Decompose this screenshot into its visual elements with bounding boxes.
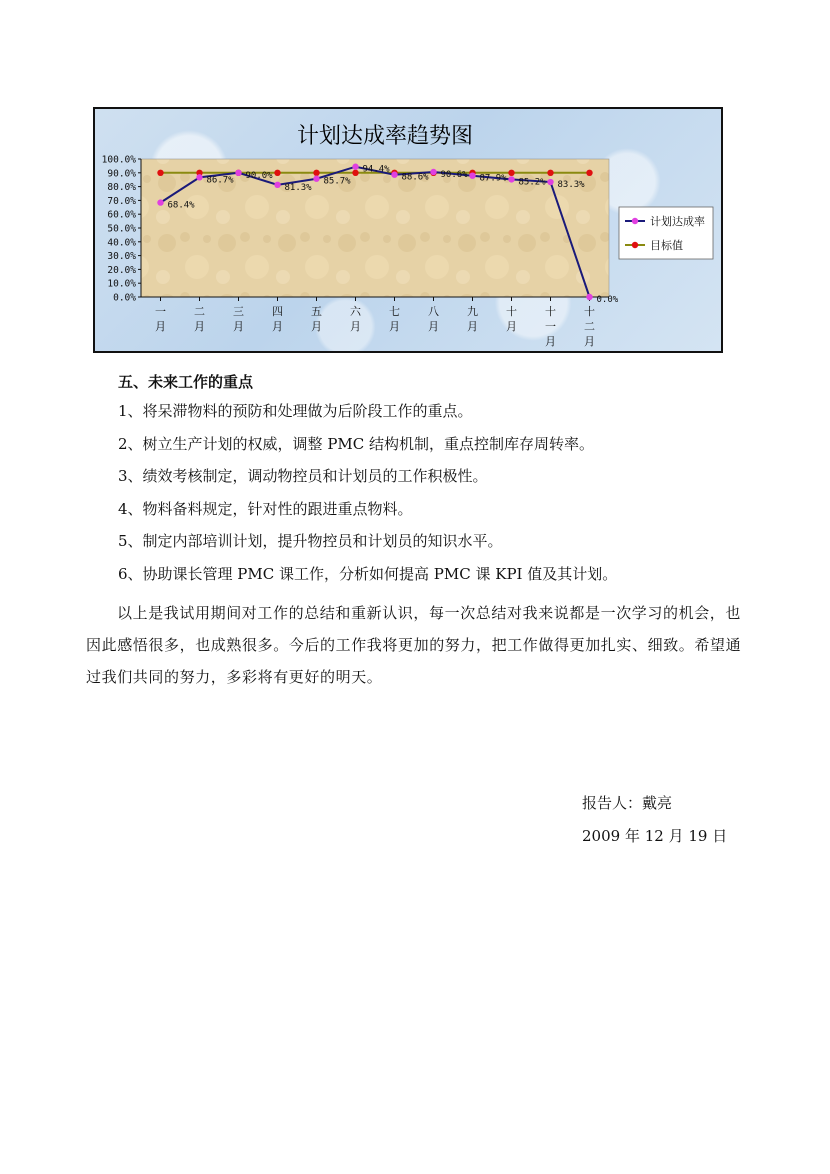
data-label: 0.0% [596,295,619,305]
data-label: 90.0% [245,170,273,181]
x-tick-char: 十 [545,305,556,318]
x-tick-char: 月 [584,335,595,348]
x-tick-char: 月 [389,320,400,333]
x-axis-ticks [155,297,595,348]
data-label: 68.4% [167,200,195,211]
y-tick-label: 90.0% [107,168,136,180]
actual-point [235,170,241,176]
x-tick-char: 一 [155,305,166,318]
y-tick-label: 70.0% [107,195,136,207]
x-tick-label [311,305,322,333]
y-tick-label: 60.0% [107,209,136,221]
y-tick-label: 40.0% [107,237,136,249]
closing-paragraph: 以上是我试用期间对工作的总结和重新认识，每一次总结对我来说都是一次学习的机会，也因此感悟很多，也成熟很多。今后的工作我将更加的努力，把工作做得更加扎实、细致。希望通过我们共同的努力，多彩将有更好的明天。 [86,604,742,686]
data-label: 90.6% [440,169,468,180]
actual-point [313,176,319,182]
trend-chart [95,109,721,351]
list-item: 2、树立生产计划的权威，调整 PMC 结构机制，重点控制库存周转率。 [118,434,595,453]
actual-point [391,172,397,178]
actual-point [196,174,202,180]
x-tick-char: 月 [194,320,205,333]
legend [619,207,713,259]
x-tick-label [506,304,517,333]
actual-point [274,182,280,188]
x-tick-char: 七 [389,305,400,318]
data-label: 87.9% [479,173,507,184]
x-tick-char: 六 [350,305,361,318]
x-tick-char: 八 [428,305,439,318]
target-point [313,170,319,176]
x-tick-char: 月 [428,320,439,333]
x-tick-char: 月 [545,335,556,348]
x-tick-char: 二 [194,305,205,318]
target-point [157,170,163,176]
actual-point [157,199,163,205]
x-tick-char: 十 [506,305,517,318]
data-label: 94.4% [362,164,390,175]
list-item: 4、物料备料规定，针对性的跟进重点物料。 [118,499,413,518]
x-tick-char: 月 [350,320,361,333]
data-label: 85.7% [323,176,351,187]
data-label: 85.2% [518,177,546,188]
x-tick-char: 月 [467,320,478,333]
x-tick-label [272,305,283,333]
target-point [508,170,514,176]
y-tick-label: 0.0% [113,292,136,304]
focus-list [118,400,617,596]
data-label: 86.7% [206,175,234,186]
x-tick-char: 一 [545,320,556,333]
x-tick-label [428,305,439,333]
y-tick-label: 80.0% [107,182,136,194]
legend-marker-target [632,242,638,248]
actual-point [547,179,553,185]
legend-marker-actual [632,218,638,224]
x-tick-label [467,304,478,333]
actual-point [508,176,514,182]
list-item: 1、将呆滞物料的预防和处理做为后阶段工作的重点。 [118,402,473,420]
target-point [586,170,592,176]
x-tick-char: 月 [272,320,283,333]
reporter-line: 报告人：戴亮 [582,794,673,812]
x-tick-char: 十 [584,305,595,318]
actual-point [586,294,592,300]
x-tick-label [584,304,595,348]
legend-label-target: 目标值 [650,239,683,252]
list-item: 5、制定内部培训计划，提升物控员和计划员的知识水平。 [118,532,503,551]
report-date: 2009 年 12 月 19 日 [582,827,728,845]
chart-container [93,107,723,353]
x-tick-label [155,305,166,333]
legend-label-actual: 计划达成率 [650,215,705,228]
data-label: 81.3% [284,182,312,193]
actual-point [430,169,436,175]
x-tick-label [545,304,556,348]
x-tick-char: 月 [506,320,517,333]
x-tick-char: 月 [155,320,166,333]
y-tick-label: 10.0% [107,278,136,290]
x-tick-char: 二 [584,320,595,333]
target-point [352,170,358,176]
x-tick-char: 四 [272,305,283,318]
x-tick-char: 三 [233,305,244,318]
data-label: 83.3% [557,180,585,191]
actual-point [469,172,475,178]
y-tick-label: 50.0% [107,223,136,235]
target-point [547,170,553,176]
x-tick-label [233,305,244,333]
y-tick-label: 100.0% [101,154,136,166]
actual-point [352,164,358,170]
chart-title: 计划达成率趋势图 [296,124,474,149]
y-tick-label: 20.0% [107,264,136,276]
x-tick-char: 九 [467,305,478,318]
x-tick-label [194,305,205,333]
list-item: 6、协助课长管理 PMC 课工作，分析如何提高 PMC 课 KPI 值及其计划。 [118,564,618,583]
x-tick-char: 月 [311,320,322,333]
y-axis-ticks [102,155,141,304]
y-tick-label: 30.0% [107,251,136,263]
list-item: 3、绩效考核制定，调动物控员和计划员的工作积极性。 [118,467,488,486]
target-point [274,170,280,176]
section-heading: 五、未来工作的重点 [118,373,254,391]
data-label: 88.6% [401,172,429,183]
x-tick-label [350,305,362,333]
x-tick-label [389,304,400,333]
x-tick-char: 五 [311,305,322,318]
x-tick-char: 月 [233,320,244,333]
